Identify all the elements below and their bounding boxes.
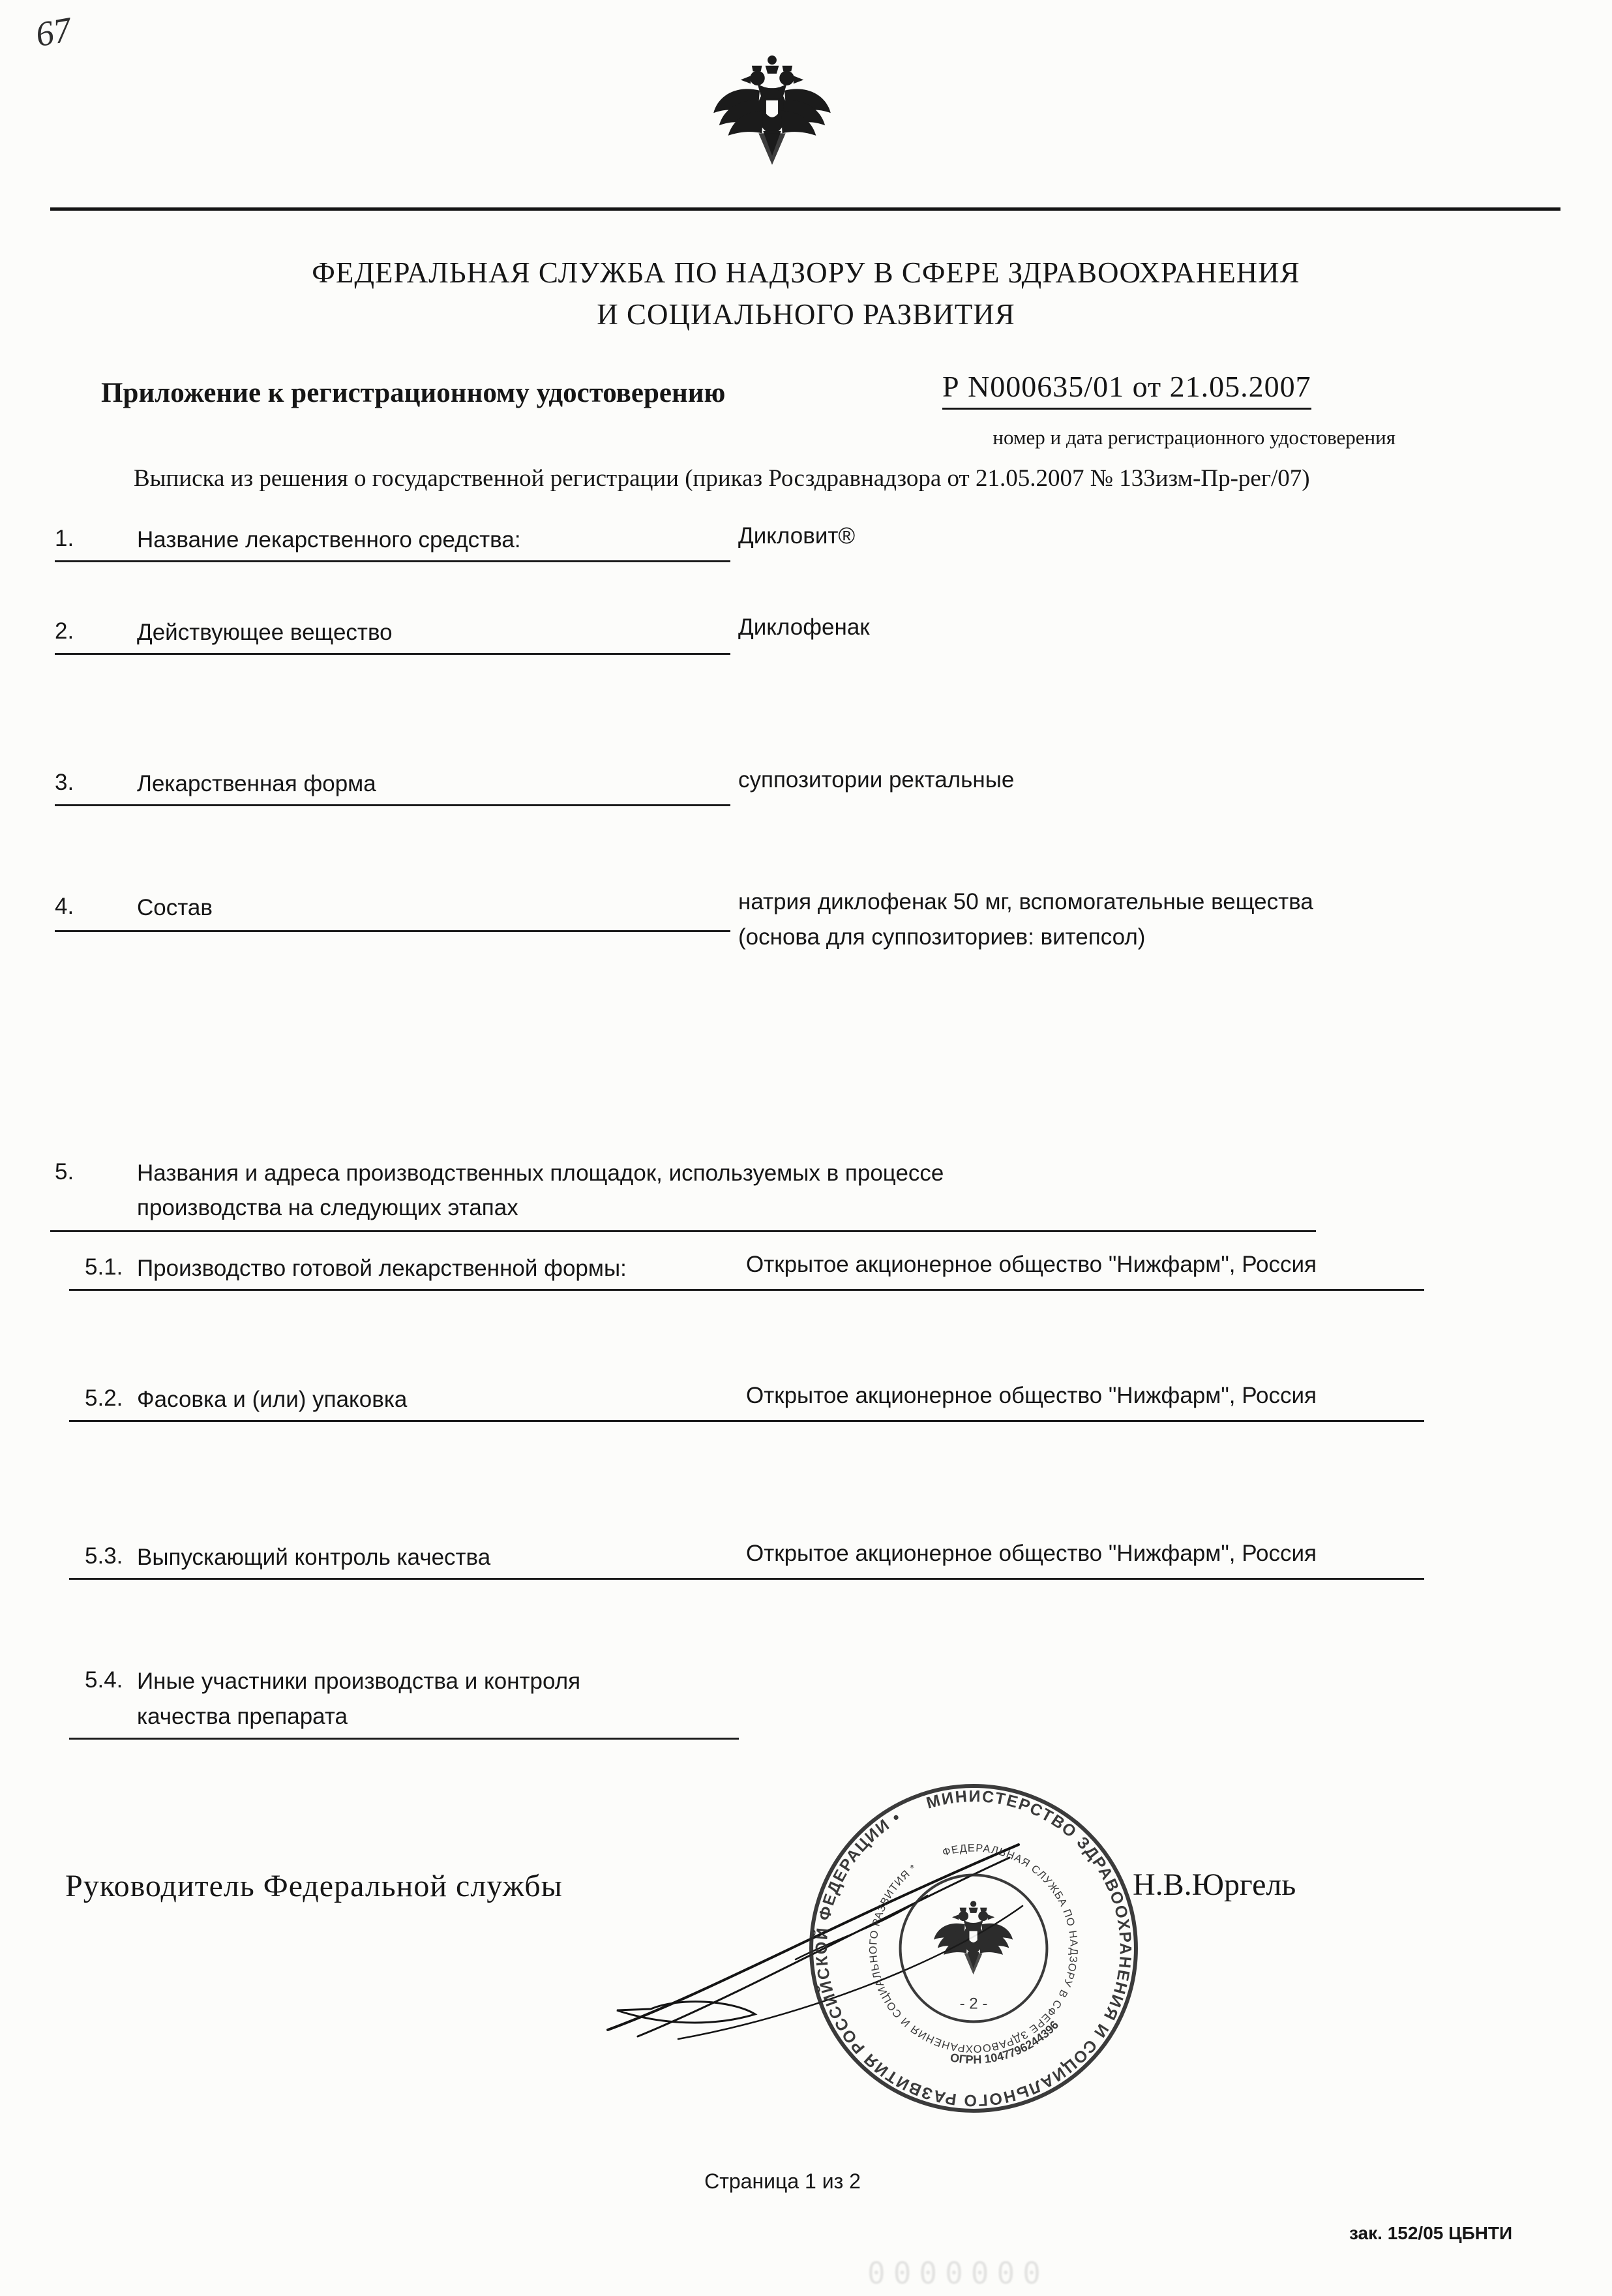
signatory-title: Руководитель Федеральной службы xyxy=(65,1869,563,1903)
agency-title xyxy=(0,252,1612,335)
item-5-1-rule xyxy=(69,1289,1424,1291)
item-5-3-value: Открытое акционерное общество "Нижфарм", Россия xyxy=(746,1541,1317,1566)
item-5-2-number: 5.2. xyxy=(85,1385,123,1411)
item-2-value: Диклофенак xyxy=(738,614,870,640)
item-2-rule xyxy=(55,653,730,655)
seal-inner-text: ФЕДЕРАЛЬНАЯ СЛУЖБА ПО НАДЗОРУ В СФЕРЕ ЗДРАВООХРАНЕНИЯ И СОЦИАЛЬНОГО РАЗВИТИЯ * xyxy=(867,1842,1080,2055)
item-5-rule xyxy=(50,1230,1316,1232)
item-5-label: Названия и адреса производственных площадок, используемых в процессе xyxy=(137,1160,944,1186)
item-5-4-label: Иные участники производства и контроля xyxy=(137,1669,581,1694)
item-5-1-value: Открытое акционерное общество "Нижфарм", Россия xyxy=(746,1252,1317,1277)
item-4-number: 4. xyxy=(55,894,74,919)
item-5-1-number: 5.1. xyxy=(85,1254,123,1280)
state-emblem-icon xyxy=(703,52,841,176)
item-5-2-label: Фасовка и (или) упаковка xyxy=(137,1387,408,1412)
item-5-4-number: 5.4. xyxy=(85,1667,123,1693)
seal-ogrn-text: ОГРН 1047796244396 xyxy=(949,2018,1062,2066)
official-seal xyxy=(803,1778,1144,2119)
item-5-2-rule xyxy=(69,1420,1424,1422)
item-5-4-label-line2: качества препарата xyxy=(137,1704,348,1729)
scan-artifact: 0000000 xyxy=(867,2256,1049,2291)
item-3-rule xyxy=(55,804,730,806)
seal-eagle-icon xyxy=(934,1901,1013,1974)
item-1-number: 1. xyxy=(55,526,74,551)
item-4-rule xyxy=(55,930,730,932)
extract-line: Выписка из решения о государственной регистрации (приказ Росздравнадзора от 21.05.2007 № 133изм-Пр-рег/07) xyxy=(134,465,1310,492)
item-3-label: Лекарственная форма xyxy=(137,771,376,796)
registration-number: Р N000635/01 от 21.05.2007 xyxy=(942,369,1311,410)
signatory-name: Н.В.Юргель xyxy=(1133,1867,1296,1902)
item-5-label-line2: производства на следующих этапах xyxy=(137,1195,518,1220)
item-3-number: 3. xyxy=(55,770,74,795)
order-note: зак. 152/05 ЦБНТИ xyxy=(1349,2223,1513,2243)
item-1-rule xyxy=(55,560,730,562)
page-indicator: Страница 1 из 2 xyxy=(704,2169,861,2193)
item-4-label: Состав xyxy=(137,895,213,920)
seal-center-mark: - 2 - xyxy=(959,1995,988,2013)
item-1-value: Дикловит® xyxy=(738,523,856,549)
item-5-3-label: Выпускающий контроль качества xyxy=(137,1545,491,1570)
registration-number-caption: номер и дата регистрационного удостоверения xyxy=(993,426,1396,449)
item-5-2-value: Открытое акционерное общество "Нижфарм", Россия xyxy=(746,1383,1317,1408)
item-5-1-label: Производство готовой лекарственной формы: xyxy=(137,1256,627,1281)
item-1-label: Название лекарственного средства: xyxy=(137,527,521,552)
handwritten-mark: 67 xyxy=(33,9,74,55)
agency-title-line1: ФЕДЕРАЛЬНАЯ СЛУЖБА ПО НАДЗОРУ В СФЕРЕ ЗДРАВООХРАНЕНИЯ xyxy=(312,256,1300,289)
item-2-number: 2. xyxy=(55,618,74,644)
item-5-4-rule xyxy=(69,1738,739,1740)
agency-title-line2: И СОЦИАЛЬНОГО РАЗВИТИЯ xyxy=(597,298,1015,331)
item-4-value: натрия диклофенак 50 мг, вспомогательные вещества xyxy=(738,889,1313,914)
item-5-3-number: 5.3. xyxy=(85,1543,123,1569)
item-3-value: суппозитории ректальные xyxy=(738,767,1015,793)
item-5-number: 5. xyxy=(55,1159,74,1185)
appendix-label: Приложение к регистрационному удостоверению xyxy=(101,378,726,408)
header-rule xyxy=(50,207,1560,211)
item-2-label: Действующее вещество xyxy=(137,620,393,645)
seal-outer-text: МИНИСТЕРСТВО ЗДРАВООХРАНЕНИЯ И СОЦИАЛЬНОГО РАЗВИТИЯ РОССИЙСКОЙ ФЕДЕРАЦИИ • xyxy=(812,1787,1135,2110)
item-4-value-line2: (основа для суппозиториев: витепсол) xyxy=(738,924,1146,950)
item-5-3-rule xyxy=(69,1578,1424,1580)
